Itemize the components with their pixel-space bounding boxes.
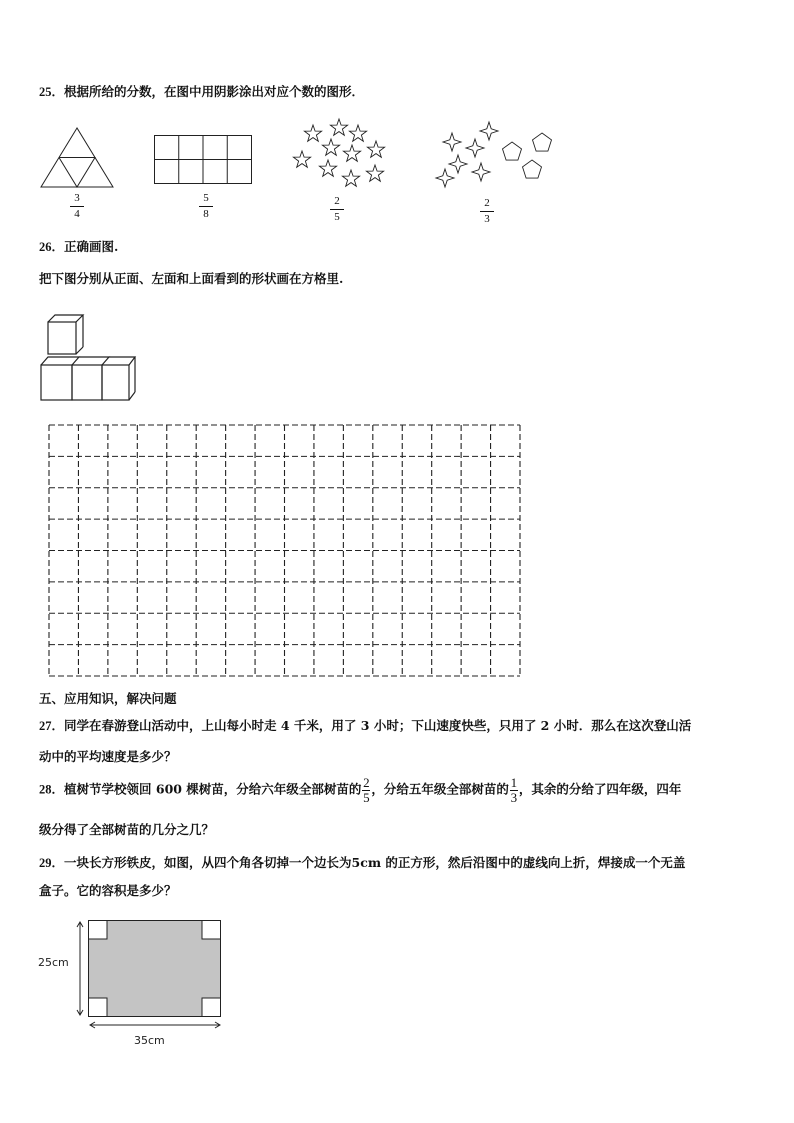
height-label: 25cm	[38, 956, 69, 969]
section5-title: 五、应用知识，解决问题	[39, 691, 177, 706]
fraction-2-5: 2 5	[327, 196, 347, 223]
width-label: 35cm	[134, 1034, 165, 1047]
fraction-3-4: 3 4	[67, 193, 87, 220]
dashed-drawing-grid[interactable]	[48, 424, 521, 677]
q28-line1: 28．植树节学校领回 600 棵树苗，分给六年级全部树苗的 $\frac{2}{5}$ ，分给五年级全部树苗的 $\frac{1}{3}$ ，其余的分给了四年级，四年	[39, 775, 682, 805]
q27-line1: 27．同学在春游登山活动中，上山每小时走 4 千米，用了 3 小时；下山速度快些，只用了 2 小时．那么在这次登山活	[39, 718, 692, 733]
q29-line1: 29．一块长方形铁皮，如图，从四个角各切掉一个边长为5cm 的正方形，然后沿图中的虚线向上折，焊接成一个无盖	[39, 855, 686, 870]
fraction-inline-2-5: $\frac{2}{5}$	[363, 775, 370, 805]
q27-line2: 动中的平均速度是多少？	[39, 749, 177, 764]
sheet-metal-diagram	[70, 915, 230, 1035]
q29-line2: 盒子。它的容积是多少？	[39, 883, 177, 898]
fraction-2-3: 2 3	[477, 198, 497, 225]
stars-pentagons-figure	[433, 120, 559, 192]
fraction-inline-1-3: $\frac{1}{3}$	[510, 775, 518, 805]
q25-text: 25．根据所给的分数，在图中用阴影涂出对应个数的图形．	[39, 84, 365, 99]
cubes-figure	[40, 312, 136, 402]
fraction-5-8: 5 8	[196, 193, 216, 220]
q26-title: 26．正确画图.	[39, 239, 119, 254]
rectangle-grid-figure	[154, 135, 253, 185]
stars-figure	[288, 117, 388, 193]
triangle-figure	[40, 127, 114, 189]
q26-instruction: 把下图分别从正面、左面和上面看到的形状画在方格里.	[39, 271, 344, 286]
q28-line2: 级分得了全部树苗的几分之几？	[39, 822, 215, 837]
